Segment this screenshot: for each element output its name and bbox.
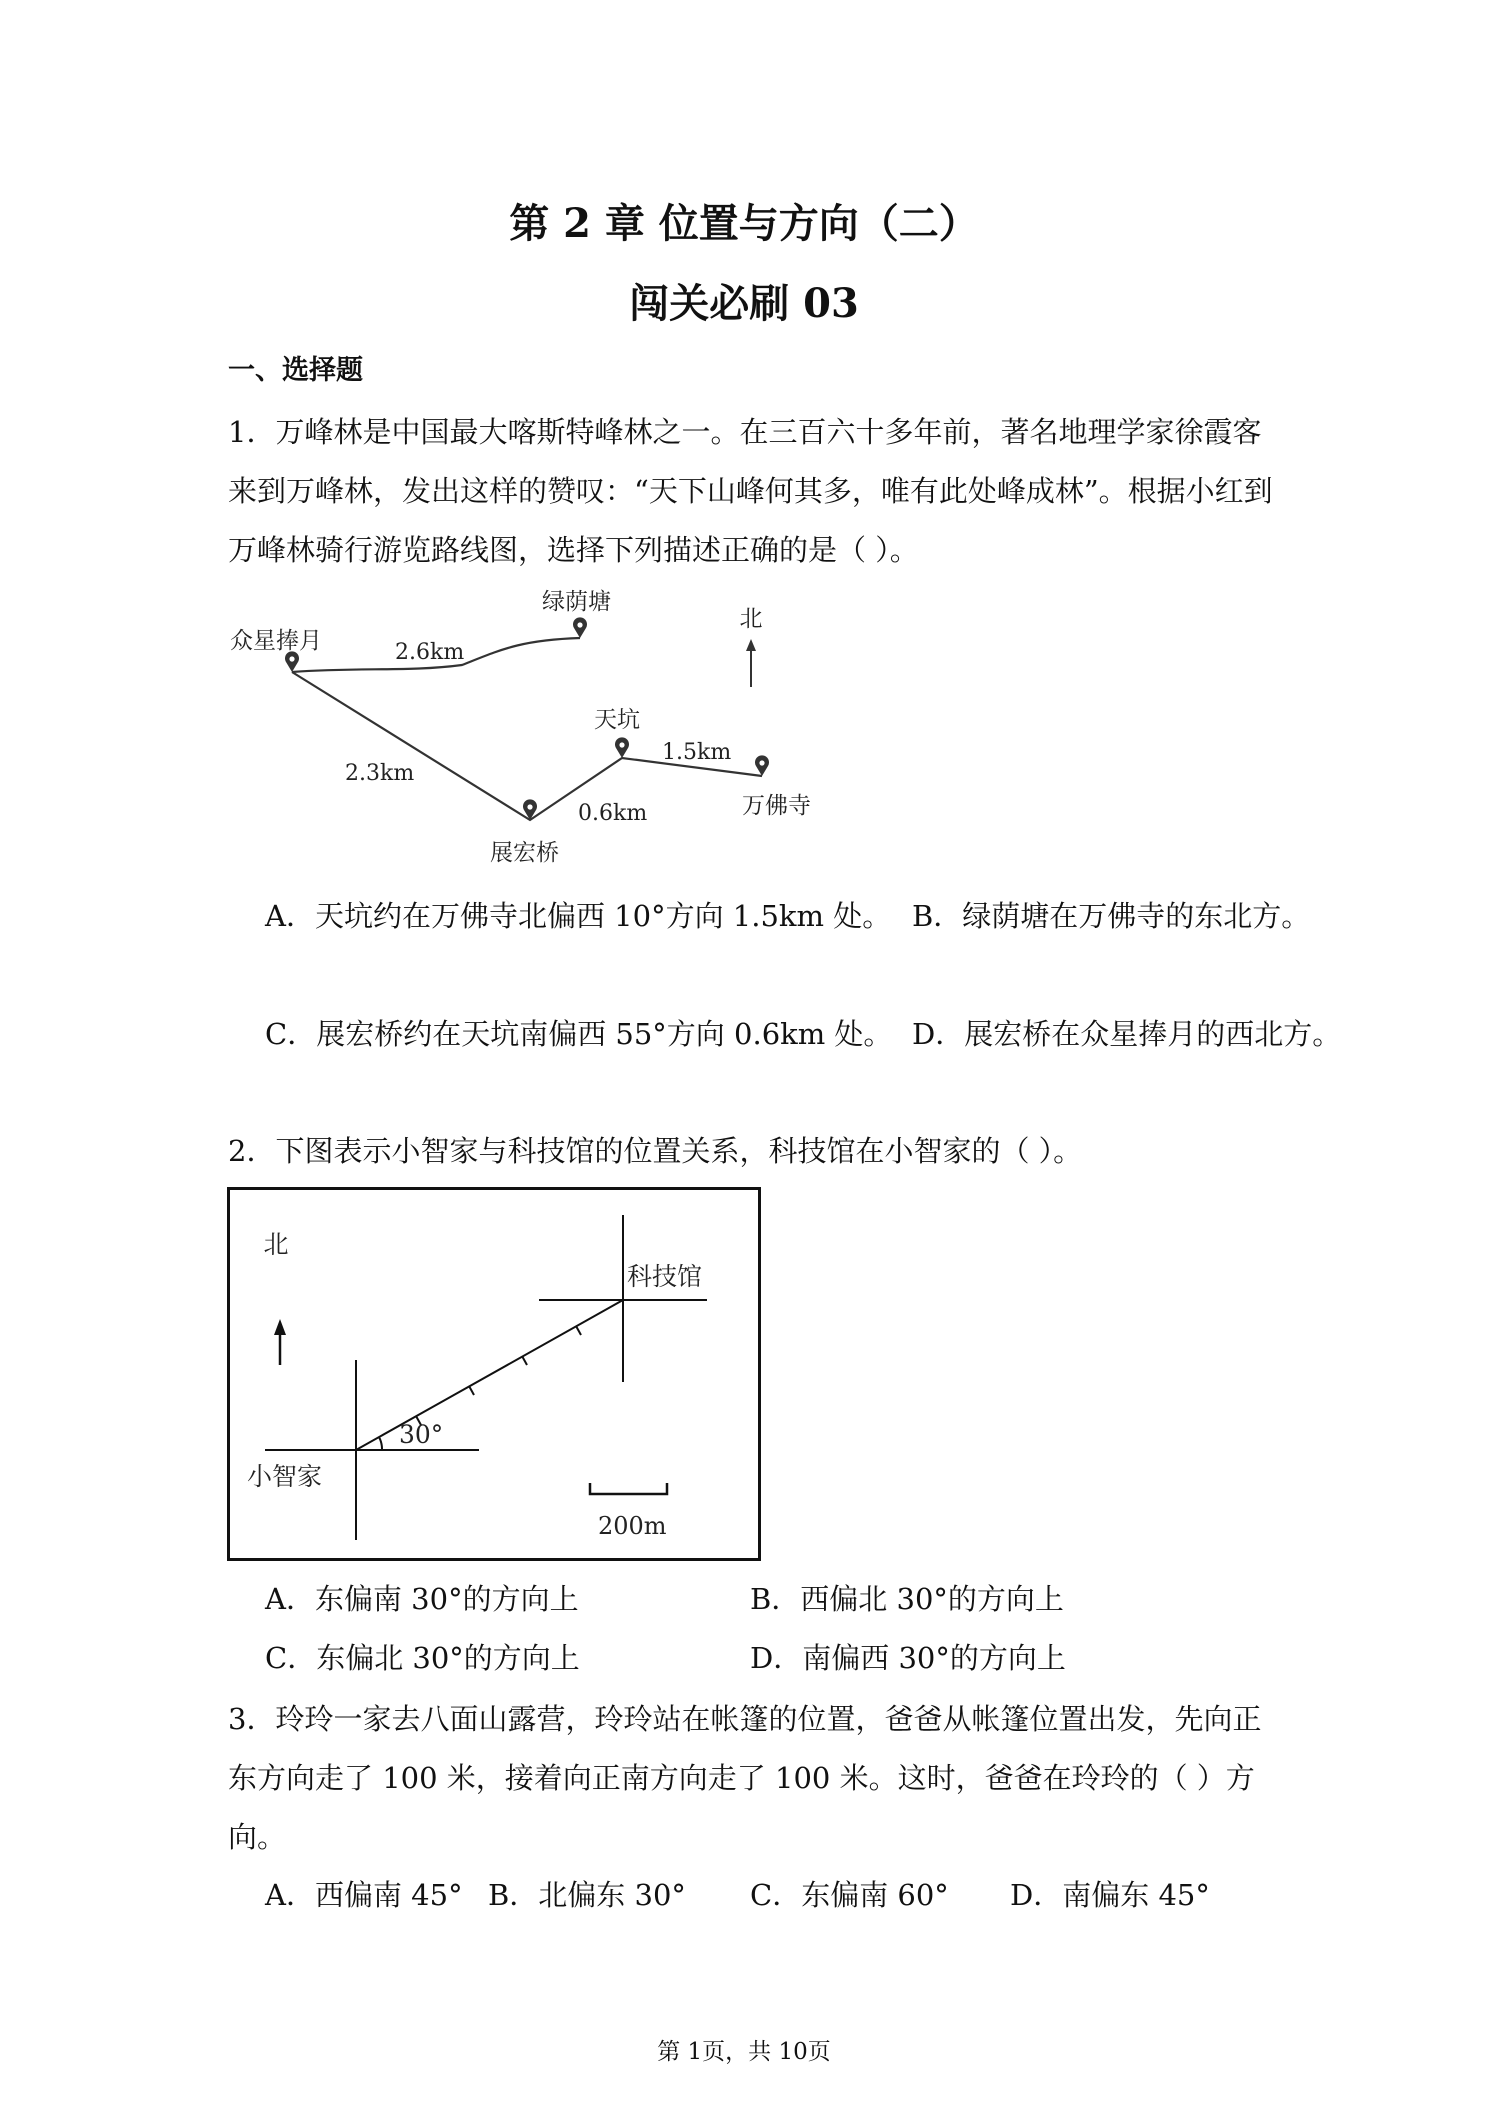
location-pin-icon (755, 755, 769, 776)
question-2-option-a[interactable]: A．东偏南 30°的方向上 (265, 1582, 579, 1616)
distance-label: 1.5km (662, 740, 732, 765)
page-footer: 第 1页，共 10页 (657, 2039, 831, 2065)
distance-label: 2.3km (345, 761, 415, 786)
north-label: 北 (739, 606, 763, 632)
question-3-option-a[interactable]: A．西偏南 45° (265, 1878, 463, 1912)
question-2-option-c[interactable]: C．东偏北 30°的方向上 (265, 1641, 580, 1675)
route-map-figure (220, 575, 860, 875)
page-subtitle: 闯关必刷 03 (629, 280, 859, 327)
question-1-option-d[interactable]: D．展宏桥在众星捧月的西北方。 (912, 1017, 1342, 1051)
question-2-stem: 2．下图表示小智家与科技馆的位置关系，科技馆在小智家的（ ）。 (228, 1134, 1083, 1168)
origin-label: 小智家 (247, 1462, 323, 1491)
distance-label: 2.6km (395, 640, 465, 665)
location-pin-icon (285, 651, 299, 672)
section-title: 一、选择题 (228, 355, 363, 386)
location-pin-icon (615, 737, 629, 758)
direction-figure (227, 1187, 761, 1561)
place-label: 天坑 (594, 707, 640, 733)
question-1-stem: 1．万峰林是中国最大喀斯特峰林之一。在三百六十多年前，著名地理学家徐霞客来到万峰林，发出这样的赞叹：“天下山峰何其多，唯有此处峰成林”。根据小红到万峰林骑行游览路线图，选择下列描述正确的是（ ）。 (228, 415, 1273, 567)
location-pin-icon (573, 617, 587, 638)
north-label: 北 (263, 1230, 289, 1259)
question-3-option-d[interactable]: D．南偏东 45° (1010, 1878, 1210, 1912)
page-title: 第 2 章 位置与方向（二） (509, 200, 979, 247)
question-1-option-b[interactable]: B．绿荫塘在万佛寺的东北方。 (912, 899, 1311, 933)
scale-bar (590, 1483, 667, 1494)
question-1-option-a[interactable]: A．天坑约在万佛寺北偏西 10°方向 1.5km 处。 (265, 899, 892, 933)
question-2-option-d[interactable]: D．南偏西 30°的方向上 (750, 1641, 1066, 1675)
target-label: 科技馆 (627, 1262, 703, 1291)
distance-label: 0.6km (578, 801, 648, 826)
scale-label: 200m (598, 1512, 667, 1540)
place-label: 展宏桥 (490, 840, 559, 866)
question-3-option-c[interactable]: C．东偏南 60° (750, 1878, 949, 1912)
direction-line (356, 1300, 623, 1450)
place-label: 众星捧月 (230, 628, 322, 654)
question-3-option-b[interactable]: B．北偏东 30° (488, 1878, 686, 1912)
angle-label: 30° (399, 1420, 444, 1449)
question-2-option-b[interactable]: B．西偏北 30°的方向上 (750, 1582, 1064, 1616)
angle-arc (379, 1437, 382, 1450)
question-3-stem: 3．玲玲一家去八面山露营，玲玲站在帐篷的位置，爸爸从帐篷位置出发，先向正东方向走了 100 米，接着向正南方向走了 100 米。这时，爸爸在玲玲的（ ）方向。 (228, 1702, 1262, 1854)
place-label: 绿荫塘 (542, 589, 611, 615)
question-1-option-c[interactable]: C．展宏桥约在天坑南偏西 55°方向 0.6km 处。 (265, 1017, 893, 1051)
place-label: 万佛寺 (742, 793, 811, 819)
